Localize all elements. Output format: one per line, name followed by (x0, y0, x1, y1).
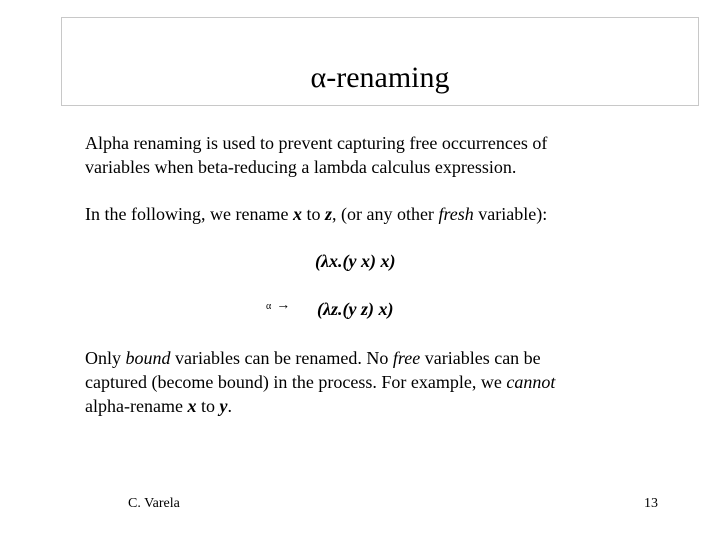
alpha-arrow (266, 298, 290, 314)
fresh-word: fresh (438, 204, 474, 224)
title-text: -renaming (326, 61, 450, 94)
lambda-symbol: λ (321, 251, 329, 271)
var-x: x (187, 396, 197, 416)
var-z: z (324, 204, 332, 224)
text-span: , (or any other (331, 204, 439, 224)
text-span: In the following, we rename (85, 204, 293, 224)
expression-original (315, 251, 395, 272)
free-word: free (392, 348, 421, 368)
expr-body: x.(y x) x) (329, 251, 396, 271)
expr-open: ( (317, 299, 323, 319)
slide-title (62, 63, 698, 93)
alpha-symbol: α (310, 61, 327, 94)
text-span: . (227, 396, 232, 416)
arrow-icon: → (276, 298, 291, 313)
text-span: to (301, 204, 325, 224)
title-box (61, 17, 699, 106)
text-span: alpha-rename (85, 396, 188, 416)
text-span: variables can be renamed. No (170, 348, 393, 368)
cannot-word: cannot (506, 372, 556, 392)
bound-word: bound (125, 348, 171, 368)
intro-line-2: variables when beta-reducing a lambda calculus expression. (85, 157, 517, 177)
paragraph-bound (85, 346, 555, 418)
footer-author: C. Varela (128, 496, 180, 511)
expr-open: ( (315, 251, 321, 271)
expr-body: z.(y z) x) (331, 299, 394, 319)
lambda-symbol: λ (323, 299, 331, 319)
text-span: Only (85, 348, 126, 368)
bound-line-1 (85, 346, 555, 370)
var-x: x (292, 204, 302, 224)
bound-line-3 (85, 394, 555, 418)
expression-renamed (317, 299, 393, 320)
paragraph-intro (85, 131, 547, 179)
page-number: 13 (644, 496, 658, 511)
arrow-alpha: α (266, 301, 272, 312)
text-span: to (196, 396, 220, 416)
paragraph-rename (85, 202, 547, 226)
text-span: variables can be (420, 348, 541, 368)
bound-line-2 (85, 370, 555, 394)
text-span: captured (become bound) in the process. For example, we (85, 372, 507, 392)
text-span: variable): (473, 204, 548, 224)
var-y: y (219, 396, 228, 416)
intro-line-1: Alpha renaming is used to prevent capturing free occurrences of (85, 133, 548, 153)
